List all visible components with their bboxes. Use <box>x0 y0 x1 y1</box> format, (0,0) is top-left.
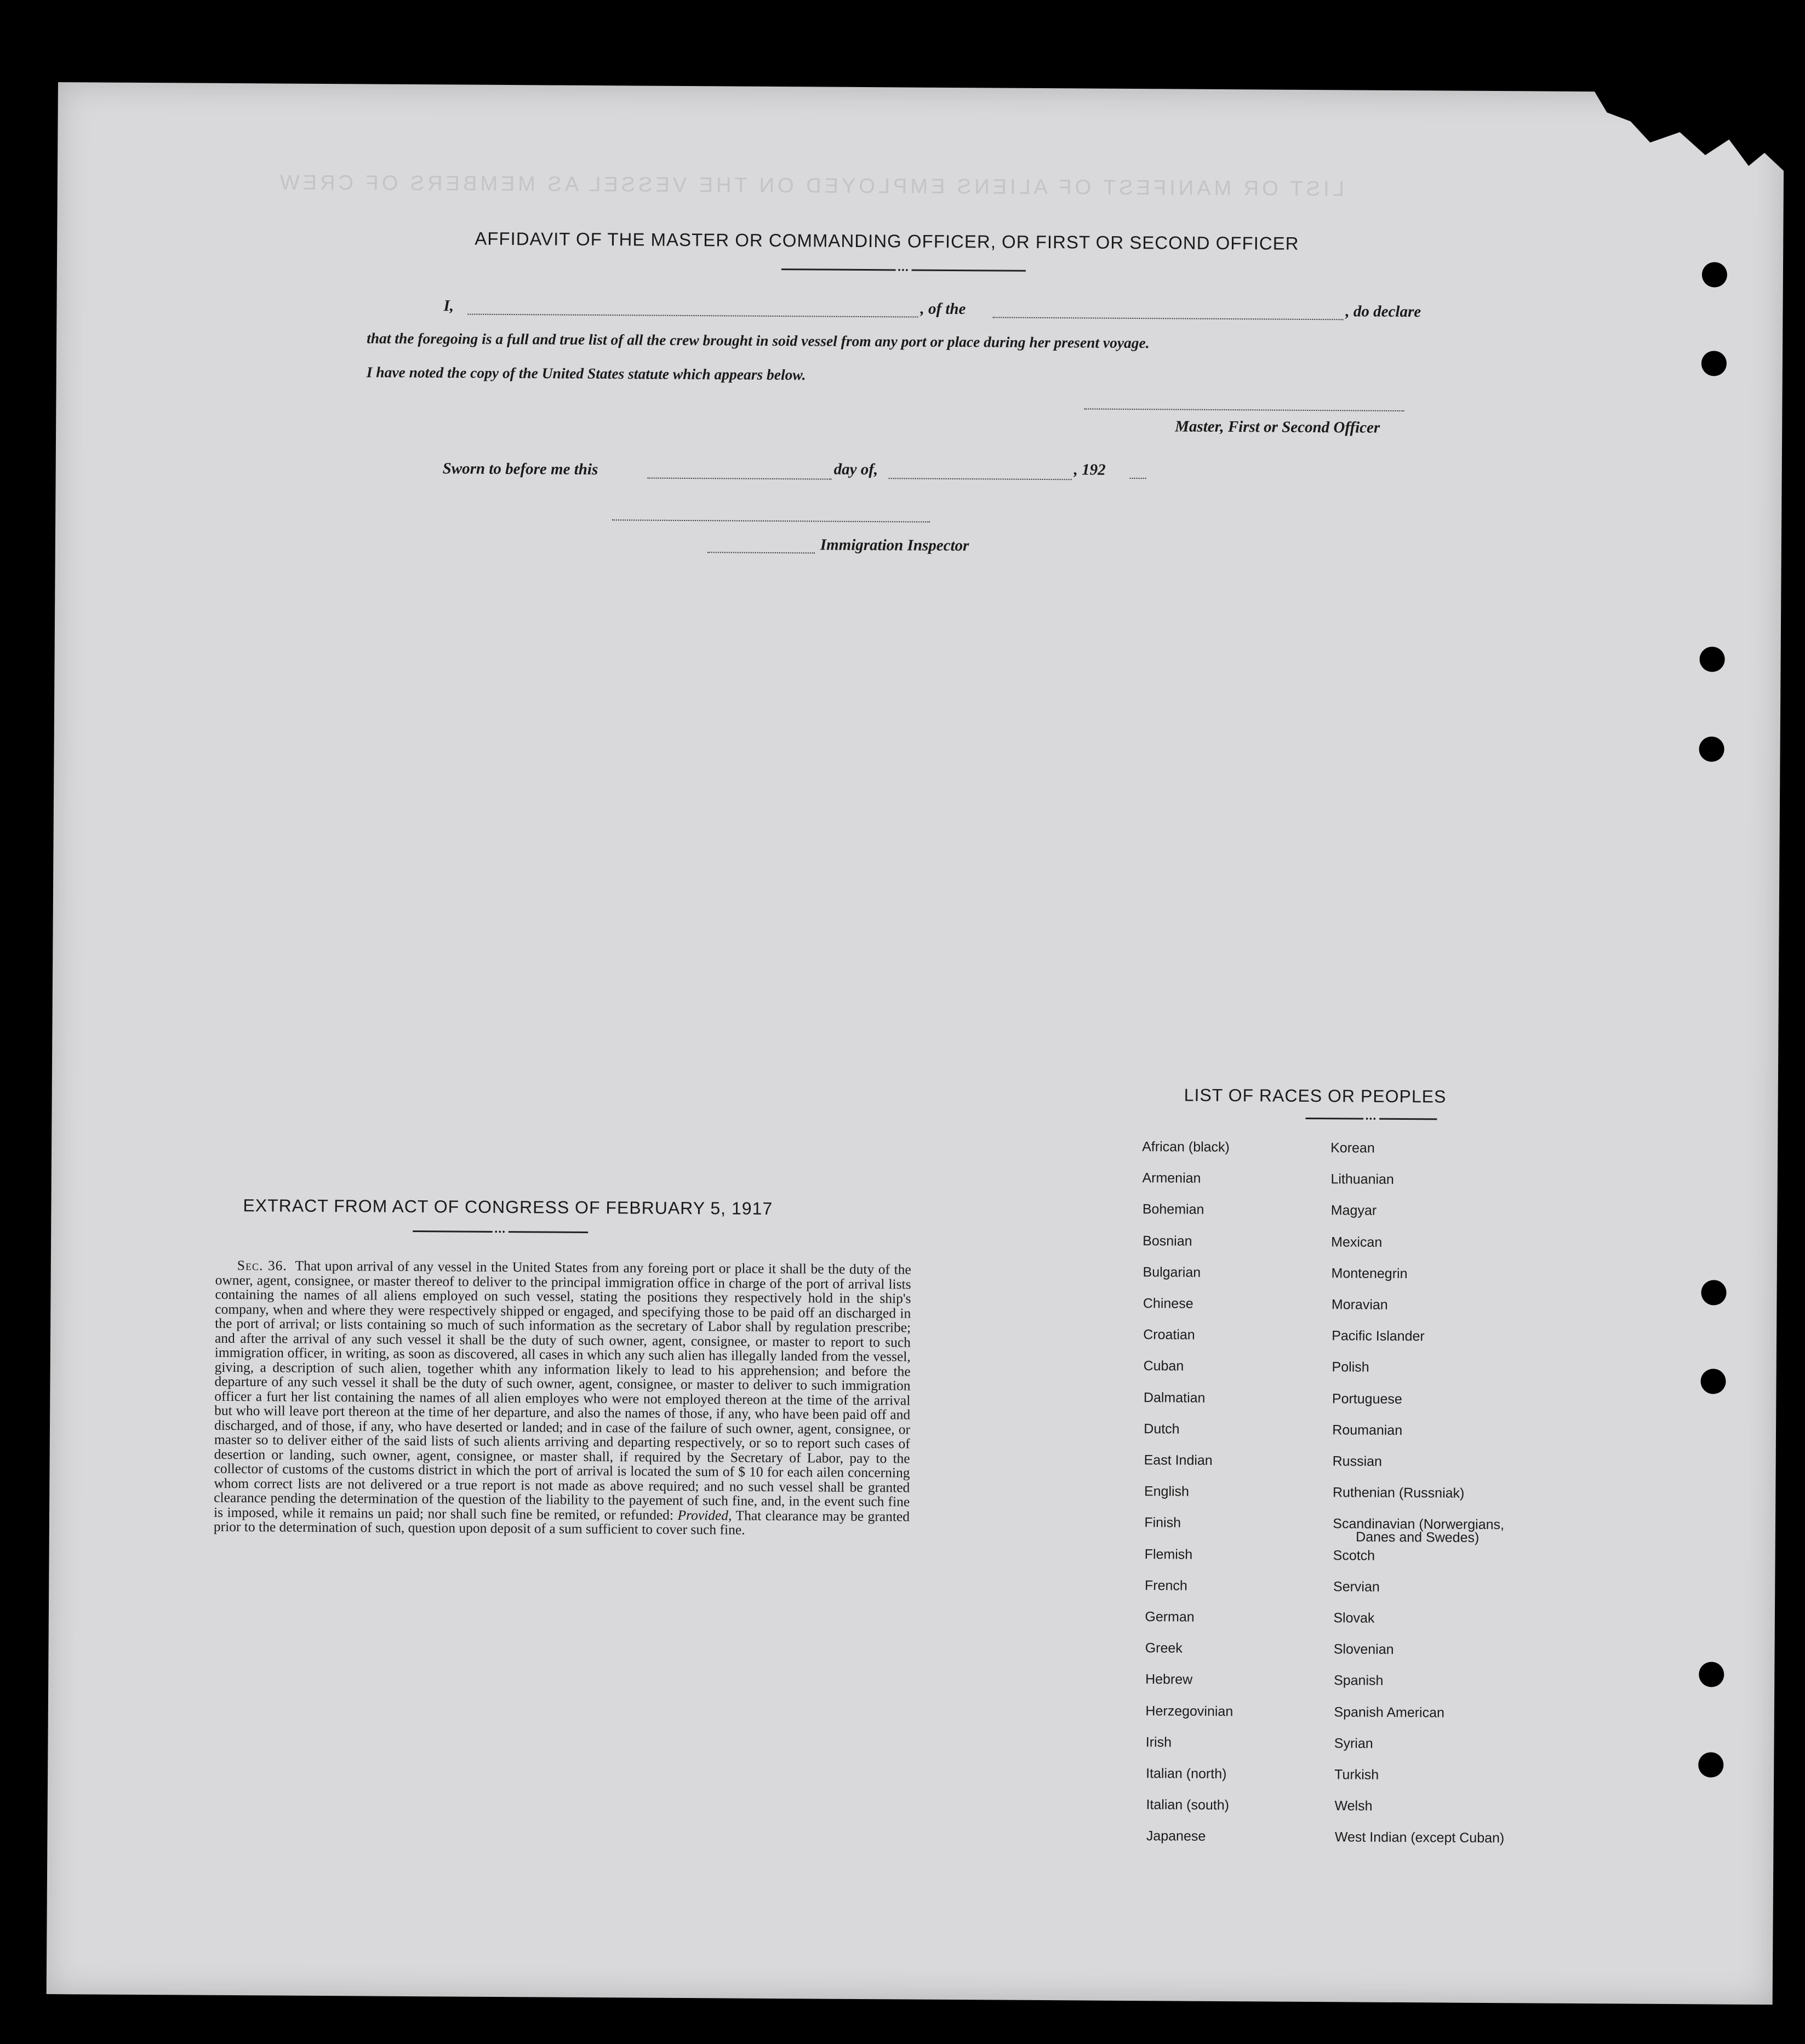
race-item: Hebrew <box>1145 1671 1193 1688</box>
race-item: Bohemian <box>1142 1201 1204 1218</box>
race-item: Scotch <box>1333 1547 1375 1564</box>
race-item: Croatian <box>1143 1327 1195 1343</box>
affidavit-do-declare: , do declare <box>1345 302 1421 321</box>
inspector-name-field[interactable] <box>707 552 815 553</box>
punch-hole <box>1699 736 1724 762</box>
race-item: Chinese <box>1143 1296 1193 1312</box>
race-item: Irish <box>1145 1734 1172 1750</box>
punch-hole <box>1701 1280 1726 1305</box>
race-item: Mexican <box>1331 1234 1383 1250</box>
extract-body <box>214 1258 911 1538</box>
race-item: Italian (north) <box>1146 1766 1227 1782</box>
sworn-day-field[interactable] <box>648 478 832 480</box>
race-item: West Indian (except Cuban) <box>1334 1829 1505 1846</box>
proviso-word: Provided, <box>677 1507 732 1524</box>
race-item: Armenian <box>1142 1170 1201 1186</box>
race-item: Scandinavian (Norwergians, Danes and Swedes) <box>1333 1516 1505 1546</box>
race-item: Magyar <box>1330 1203 1377 1219</box>
inspector-signature-line[interactable] <box>612 519 930 523</box>
race-item: Pacific Islander <box>1332 1328 1425 1344</box>
punch-hole <box>1698 1752 1723 1777</box>
extract-title: EXTRACT FROM ACT OF CONGRESS OF FEBRUARY 5, 1917 <box>243 1195 773 1219</box>
sworn-prefix: Sworn to before me this <box>442 460 598 479</box>
race-item: Turkish <box>1334 1767 1379 1783</box>
race-item: Spanish <box>1334 1673 1384 1689</box>
race-item: Portuguese <box>1332 1390 1402 1407</box>
inspector-label: Immigration Inspector <box>820 536 969 555</box>
race-item: Dutch <box>1144 1421 1180 1437</box>
race-item: Lithuanian <box>1330 1171 1394 1188</box>
race-item: Syrian <box>1334 1736 1373 1751</box>
affidavit-i: I, <box>443 297 454 315</box>
extract-title-rule: ••• <box>413 1230 588 1233</box>
signature-line[interactable] <box>1084 408 1404 411</box>
affidavit-title: AFFIDAVIT OF THE MASTER OR COMMANDING OFFICER, OR FIRST OR SECOND OFFICER <box>475 228 1299 254</box>
race-item: Korean <box>1330 1140 1375 1156</box>
race-item: Slovak <box>1333 1610 1375 1626</box>
affidavit-line2: that the foregoing is a full and true list of all the crew brought in soid vessel from any port or place during her present voyage. <box>367 329 1150 352</box>
race-item: Finish <box>1144 1515 1181 1531</box>
document-page <box>47 82 1784 2005</box>
race-item: Japanese <box>1146 1828 1206 1845</box>
race-item: Slovenian <box>1333 1641 1394 1658</box>
race-item: East Indian <box>1144 1452 1213 1468</box>
race-item: Montenegrin <box>1331 1266 1408 1281</box>
race-item: Russian <box>1332 1453 1383 1469</box>
sworn-year: , 192 <box>1073 461 1106 479</box>
section-label: Sec. 36. <box>237 1257 287 1274</box>
race-item: Moravian <box>1331 1297 1388 1313</box>
torn-corner <box>1591 86 1789 175</box>
race-item: English <box>1144 1484 1190 1499</box>
race-item: Flemish <box>1144 1546 1193 1562</box>
race-item: Herzegovinian <box>1145 1703 1233 1719</box>
affidavit-line3: I have noted the copy of the United States statute which appears below. <box>366 363 806 383</box>
races-title: LIST OF RACES OR PEOPLES <box>1184 1085 1447 1107</box>
race-item: Bulgarian <box>1143 1264 1201 1280</box>
race-item: African (black) <box>1142 1139 1230 1155</box>
race-item: Ruthenian (Russniak) <box>1332 1485 1465 1501</box>
race-item: Polish <box>1332 1359 1369 1376</box>
sworn-day-label: day of, <box>833 460 878 479</box>
bleed-through-text: LIST OR MANIFEST OF ALIENS EMPLOYED ON THE VESSEL AS MEMBERS OF CREW <box>276 171 1345 201</box>
punch-hole <box>1699 646 1724 672</box>
punch-hole <box>1699 1662 1724 1687</box>
race-item: French <box>1144 1577 1187 1594</box>
affidavit-of-the: , of the <box>920 300 966 318</box>
sworn-year-field[interactable] <box>1130 478 1146 479</box>
race-item: German <box>1145 1609 1195 1625</box>
vessel-name-field[interactable] <box>992 317 1343 320</box>
punch-hole <box>1701 351 1727 376</box>
sworn-month-field[interactable] <box>889 478 1072 480</box>
races-title-rule: ••• <box>1305 1118 1437 1120</box>
race-item: Spanish American <box>1334 1704 1445 1721</box>
race-item: Dalmatian <box>1143 1389 1206 1406</box>
race-item: Bosnian <box>1143 1233 1192 1249</box>
punch-hole <box>1700 1369 1726 1394</box>
extract-text-end: That clearance may be granted prior to the determination of such, question upon deposit of a sum sufficient to cover such fine. <box>213 1507 910 1538</box>
race-item: Welsh <box>1334 1798 1373 1814</box>
punch-hole <box>1702 262 1727 287</box>
extract-text: That upon arrival of any vessel in the United States from any foreing port or place it shall be the duty of the owner, agent, consignee, or master thereof to deliver to the principal immigration office in charge of the port of arrival lists containing the names of all aliens employed on such vessel, stating the positions they respectively hold in the ship's company, when and where they were respectively shipped or engaged, and specifying those to be paid off an discharged in the port of arrival; or lists containing so much of such information as the secretary of Labor shall by regulation prescribe; and after the arrival of any such vessel it shall be the duty of such owner, agent, consignee, or master to report to such immigration officer, in writing, as soon as discovered, all cases in which any such alien has illegally landed from the vessel, giving, a description of such alien, together whith any information likely to lead to his apprehension; and before the departure of any such vessel it shall be the duty of such owner, agent, consignee, or master to deliver to such immigration officer a furt her list containing the names of all alien employes who were not employed thereon at the time of the arrival but who will leave port thereon at the time of her departure, and also the names of those, if any, who have been paid off and discharged, and of those, if any, who have deserted or landed; and in case of the failure of such owner, agent, consignee, or master so to deliver either of the said lists of such alients arriving and departing respectively, or so to report such cases of desertion or landing, such owner, agent, consignee, or master shall, if required by the Secretary of Labor, pay to the collector of customs of the customs district in which the port of arrival is located the sum of $ 10 for each ailen concerning whom correct lists are not delivered or a true report is not made as above required; and no such vessel shall be granted clearance pending the determination of the question of the liability to the payement of such fine, and, in the event such fine is imposed, while it remains un paid; nor shall such fine be remited, or refunded: <box>213 1257 911 1523</box>
signature-label: Master, First or Second Officer <box>1175 417 1380 437</box>
master-name-field[interactable] <box>467 314 918 318</box>
affidavit-title-rule: ••• <box>781 268 1026 272</box>
race-item: Italian (south) <box>1146 1797 1230 1813</box>
race-item: Greek <box>1145 1640 1183 1656</box>
race-item: Roumanian <box>1332 1422 1403 1438</box>
race-item: Cuban <box>1143 1358 1184 1374</box>
race-item: Servian <box>1333 1579 1380 1595</box>
